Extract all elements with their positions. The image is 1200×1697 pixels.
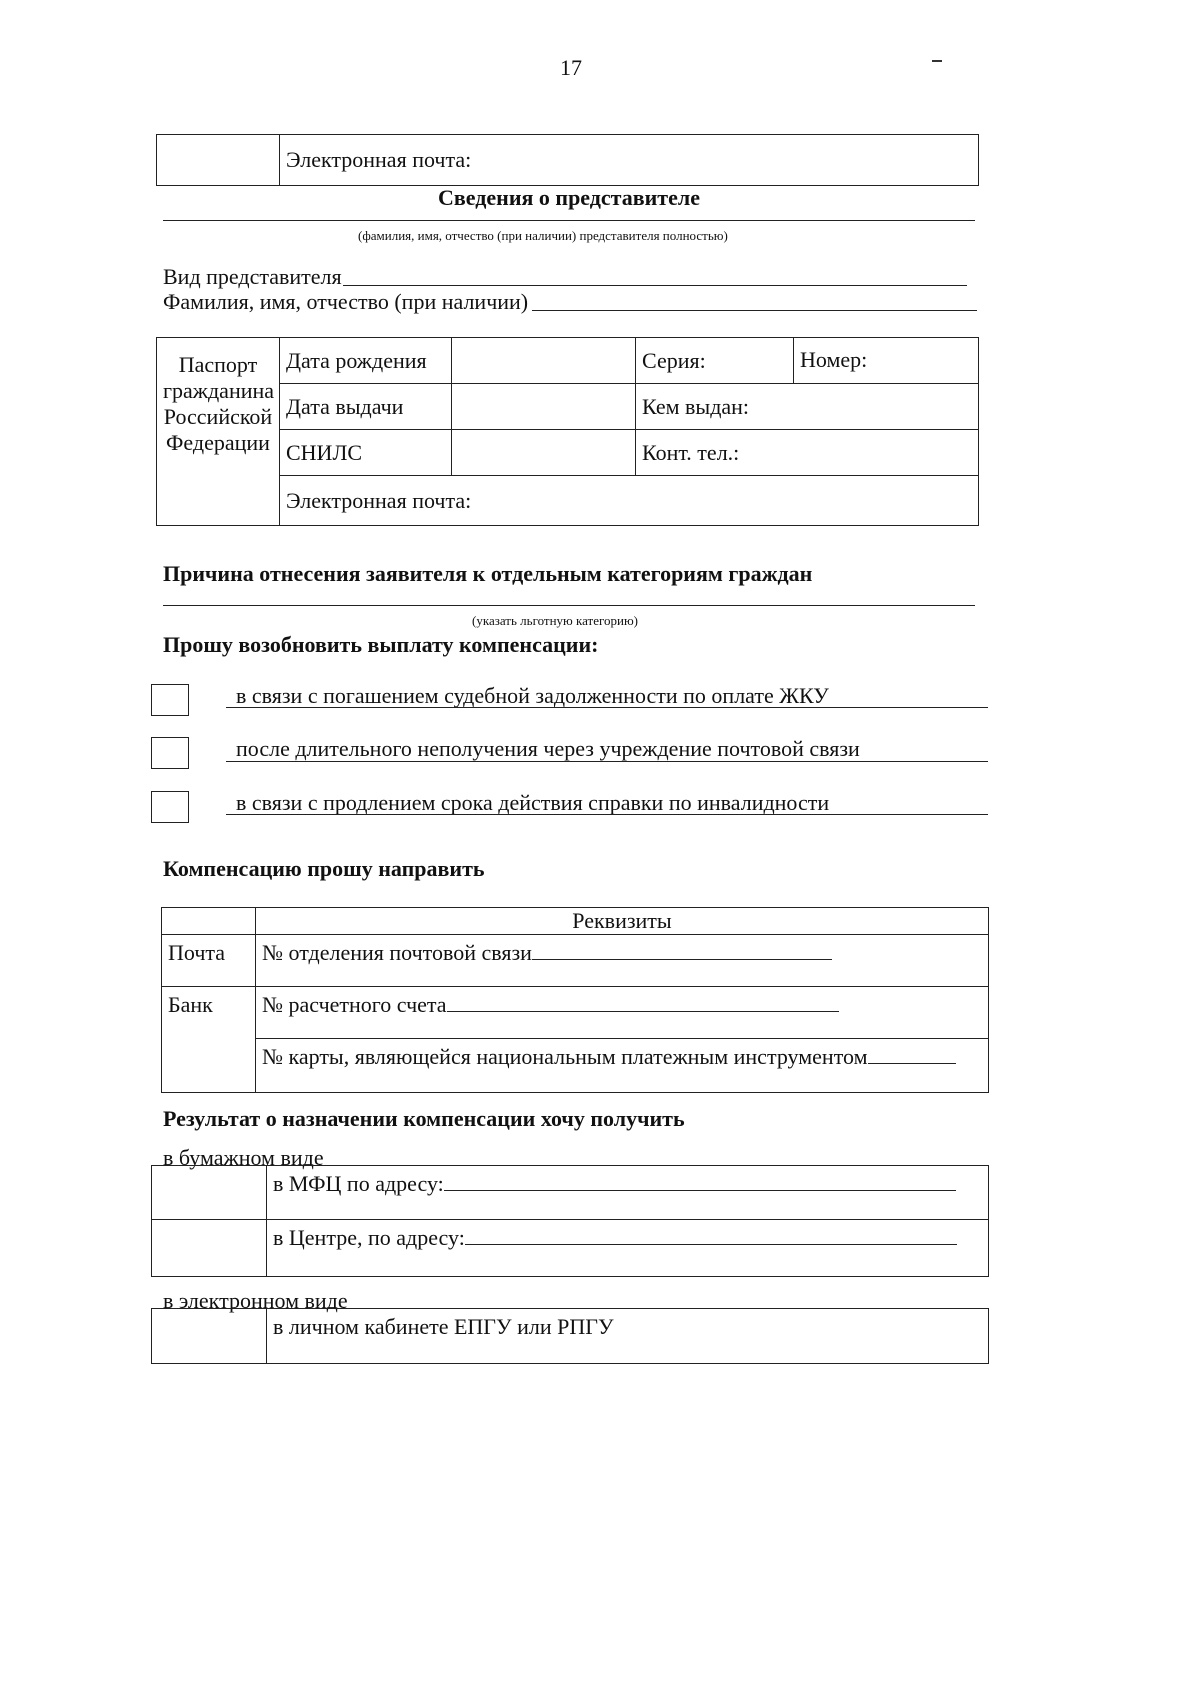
account-row[interactable] [256, 987, 989, 1039]
resume-option-checkbox[interactable] [151, 737, 189, 769]
electronic-label: в электронном виде [163, 1288, 348, 1313]
top-email-row-table [156, 134, 979, 186]
center-checkbox-cell[interactable] [152, 1220, 267, 1277]
category-caption: (указать льготную категорию) [472, 613, 639, 628]
electronic-result-table [151, 1308, 989, 1364]
representative-fio-caption: (фамилия, имя, отчество (при наличии) представителя полностью) [358, 228, 728, 243]
paper-result-table [151, 1165, 989, 1277]
resume-option-underline [226, 761, 988, 762]
requisites-corner-cell [162, 908, 256, 935]
top-email-label: Электронная почта: [280, 135, 979, 186]
paper-label: в бумажном виде [163, 1145, 324, 1170]
post-label: Почта [162, 935, 256, 987]
center-address-input[interactable] [465, 1226, 957, 1245]
category-field[interactable] [163, 605, 975, 606]
resume-option-checkbox[interactable] [151, 791, 189, 823]
requisites-header: Реквизиты [256, 908, 989, 935]
category-heading: Причина отнесения заявителя к отдельным категориям граждан [163, 561, 813, 586]
mfc-row[interactable] [267, 1166, 989, 1220]
passport-email-label[interactable]: Электронная почта: [280, 476, 979, 526]
series-label[interactable]: Серия: [636, 338, 794, 384]
account-field-label: № расчетного счета [262, 992, 447, 1017]
passport-doc-label-line: гражданина [163, 378, 275, 403]
passport-table [156, 337, 979, 526]
mfc-checkbox-cell[interactable] [152, 1166, 267, 1220]
issue-date-field[interactable] [452, 384, 636, 430]
top-email-checkbox-cell[interactable] [157, 135, 280, 186]
post-row[interactable] [256, 935, 989, 987]
representative-type-field[interactable] [343, 285, 967, 286]
bank-label: Банк [162, 987, 256, 1093]
resume-option-underline [226, 707, 988, 708]
mfc-address-input[interactable] [444, 1172, 956, 1191]
contact-phone-label[interactable]: Конт. тел.: [636, 430, 979, 476]
resume-option-text: после длительного неполучения через учреждение почтовой связи [236, 736, 860, 761]
card-field-label: № карты, являющейся национальным платежным инструментом [262, 1044, 868, 1069]
card-row[interactable] [256, 1039, 989, 1093]
result-heading: Результат о назначении компенсации хочу получить [163, 1106, 685, 1131]
representative-type-label: Вид представителя [163, 264, 342, 289]
birth-date-field[interactable] [452, 338, 636, 384]
issue-date-label: Дата выдачи [280, 384, 452, 430]
resume-heading: Прошу возобновить выплату компенсации: [163, 632, 599, 657]
send-heading: Компенсацию прошу направить [163, 856, 485, 881]
post-field-input[interactable] [532, 941, 832, 960]
page-number: 17 [560, 55, 582, 80]
issued-by-label[interactable]: Кем выдан: [636, 384, 979, 430]
mfc-label: в МФЦ по адресу: [273, 1171, 444, 1196]
resume-option-text: в связи с продлением срока действия справки по инвалидности [236, 790, 830, 815]
passport-doc-label-cell [157, 338, 280, 526]
birth-date-label: Дата рождения [280, 338, 452, 384]
snils-field[interactable] [452, 430, 636, 476]
representative-fio-line[interactable] [163, 220, 975, 221]
requisites-table [161, 907, 989, 1093]
center-row[interactable] [267, 1220, 989, 1277]
resume-option-checkbox[interactable] [151, 684, 189, 716]
cabinet-label: в личном кабинете ЕПГУ или РПГУ [267, 1309, 989, 1364]
representative-name-field[interactable] [532, 310, 977, 311]
post-field-label: № отделения почтовой связи [262, 940, 532, 965]
center-label: в Центре, по адресу: [273, 1225, 465, 1250]
representative-name-label: Фамилия, имя, отчество (при наличии) [163, 289, 529, 314]
card-field-input[interactable] [868, 1045, 956, 1064]
resume-option-underline [226, 814, 988, 815]
snils-label: СНИЛС [280, 430, 452, 476]
scan-mark [932, 60, 942, 62]
resume-option-text: в связи с погашением судебной задолженности по оплате ЖКУ [236, 683, 829, 708]
passport-doc-label-line: Российской [163, 404, 273, 429]
passport-doc-label-line: Паспорт [178, 352, 258, 377]
representative-heading: Сведения о представителе [438, 185, 700, 210]
passport-doc-label-line: Федерации [166, 430, 270, 455]
number-label[interactable]: Номер: [794, 338, 979, 384]
account-field-input[interactable] [447, 993, 839, 1012]
cabinet-checkbox-cell[interactable] [152, 1309, 267, 1364]
